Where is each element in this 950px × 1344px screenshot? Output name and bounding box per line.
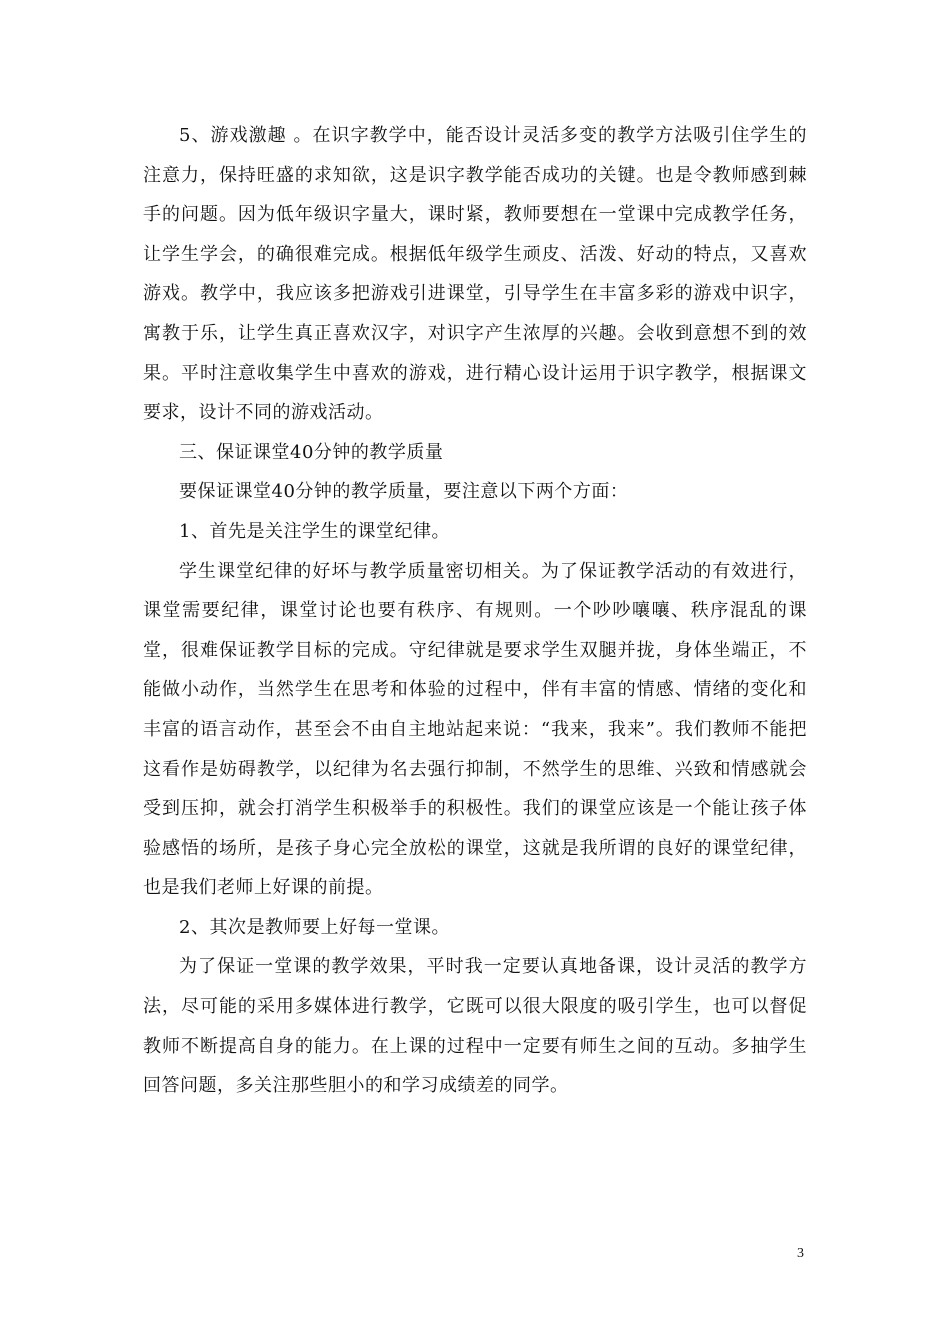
page-number: 3 — [797, 1246, 804, 1261]
subheading-classroom-discipline: 1、首先是关注学生的课堂纪律。 — [179, 520, 450, 542]
document-body — [143, 116, 807, 1106]
paragraph-lesson-effect: 为了保证一堂课的教学效果，平时我一定要认真地备课，设计灵活的教学方法，尽可能的采用多媒体进行教学，它既可以很大限度的吸引学生，也可以督促教师不断提高自身的能力。在上课的过程中一定要有师生之间的互动。多抽学生回答问题，多关注那些胆小的和学习成绩差的同学。 — [143, 956, 807, 1097]
paragraph-two-aspects: 要保证课堂40分钟的教学质量，要注意以下两个方面： — [179, 481, 629, 503]
subheading-every-lesson: 2、其次是教师要上好每一堂课。 — [179, 916, 450, 938]
paragraph-game-interest: 5、游戏激趣 。在识字教学中，能否设计灵活多变的教学方法吸引住学生的注意力，保持旺盛的求知欲，这是识字教学能否成功的关键。也是令教师感到棘手的问题。因为低年级识字量大，课时紧，教师要想在一堂课中完成教学任务，让学生学会，的确很难完成。根据低年级学生顽皮、活泼、好动的特点，又喜欢游戏。教学中，我应该多把游戏引进课堂，引导学生在丰富多彩的游戏中识字，寓教于乐，让学生真正喜欢汉字，对识字产生浓厚的兴趣。会收到意想不到的效果。平时注意收集学生中喜欢的游戏，进行精心设计运用于识字教学，根据课文要求，设计不同的游戏活动。 — [143, 125, 807, 424]
paragraph-discipline: 学生课堂纪律的好坏与教学质量密切相关。为了保证教学活动的有效进行，课堂需要纪律，课堂讨论也要有秩序、有规则。一个吵吵嚷嚷、秩序混乱的课堂，很难保证教学目标的完成。守纪律就是要求学生双腿并拢，身体坐端正，不能做小动作，当然学生在思考和体验的过程中，伴有丰富的情感、情绪的变化和丰富的语言动作，甚至会不由自主地站起来说：“我来，我来”。我们教师不能把这看作是妨碍教学，以纪律为名去强行抑制，不然学生的思维、兴致和情感就会受到压抑，就会打消学生积极举手的积极性。我们的课堂应该是一个能让孩子体验感悟的场所，是孩子身心完全放松的课堂，这就是我所谓的良好的课堂纪律，也是我们老师上好课的前提。 — [143, 560, 807, 899]
section-heading-classroom-quality: 三、保证课堂40分钟的教学质量 — [179, 441, 444, 463]
